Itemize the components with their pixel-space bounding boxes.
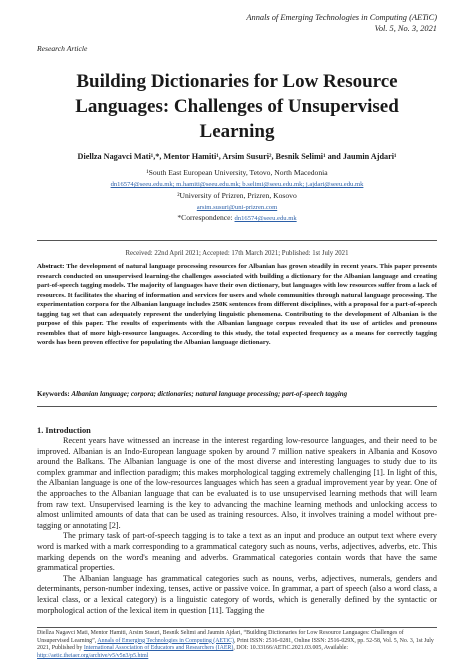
keywords-label: Keywords: [37, 390, 70, 398]
title-line: Learning [199, 121, 275, 142]
introduction-body [37, 436, 437, 616]
paper-title [30, 69, 444, 144]
divider [37, 406, 437, 407]
keywords [37, 390, 437, 398]
citation-details: , Print ISSN: 2516-0281, Online ISSN: 2516-029X, pp. 52-58, Vol. 5, No. 3, 1st July 2021, Published by [37, 637, 434, 652]
publisher-link[interactable]: International Association of Educators and Researchers (IAER) [83, 645, 234, 652]
affiliation-1: ¹South East European University, Tetovo, North Macedonia [146, 168, 328, 177]
affiliation-2: ²University of Prizren, Prizren, Kosovo [177, 191, 297, 200]
title-line: Languages: Challenges of Unsupervised [75, 96, 399, 117]
footer-divider [37, 627, 437, 628]
author-list: Diellza Nagavci Mati¹,*, Mentor Hamiti¹, Arsim Susuri², Besnik Selimi¹ and Jaumin Ajdari¹ [77, 152, 397, 161]
correspondence [20, 213, 454, 222]
keywords-text: Albanian language; corpora; dictionaries; natural language processing; part-of-speech tagging [71, 390, 348, 398]
correspondence-email[interactable]: dn16574@seeu.edu.mk [234, 215, 297, 222]
citation-footer [37, 630, 437, 660]
email-link[interactable]: dn16574@seeu.edu.mk; m.hamiti@seeu.edu.mk; b.selimi@seeu.edu.mk; j.ajdari@seeu.edu.mk [110, 181, 364, 188]
affiliation-2-email[interactable] [20, 202, 454, 211]
abstract-text: The development of natural language processing resources for Albanian has grown steadily in recent years. This paper presents research conducted on unsupervised learning-the challenges associated with building a dictionary for the Albanian language and creating part-of-speech tagging models. The majority of languages have their own dictionary, but languages with low resources suffer from a lack of resources. It facilitates the sharing of information and services for users and whole communities through natural language processing. The experimentation corpora for the Albanian language includes 250K sentences from different disciplines, with a proposal for a part-of-speech tagging tag set that can adequately represent the underlying linguistic phenomena. Contributing to the development of Albanian is the purpose of this paper. The results of experiments with the Albanian language corpus revealed that its use of articles and pronouns resembles that of more high-resource languages. According to this study, the total expected frequency as a means for correctly tagging words has been proven effective for populating the Albanian language dictionary. [37, 263, 437, 347]
paragraph: The primary task of part-of-speech tagging is to take a text as an input and produce an output text where every word is marked with a mark corresponding to a grammatical category such as nouns, verbs, adjectives, adverbs, etc. This marking depends on the word's meaning and adverbs. Grammatical categories contain words that have the same grammatical properties. [37, 531, 437, 573]
article-url-link[interactable]: http://aetic.theiaer.org/archive/v5/v5n3/p5.html [37, 652, 149, 659]
article-type: Research Article [37, 44, 88, 53]
citation-text: Diellza Nagavci Mati, Mentor Hamiti, Arsim Susuri, Besnik Selimi and Jaumin Ajdari, “Building Dictionaries for Low Resource Languages: Challenges of Unsupervised Learning”, [37, 630, 404, 644]
correspondence-label: *Correspondence: [177, 213, 233, 222]
journal-name: Annals of Emerging Technologies in Computing (AETiC) [246, 13, 437, 22]
journal-volume: Vol. 5, No. 3, 2021 [374, 24, 437, 33]
abstract-label: Abstract: [37, 263, 65, 270]
paragraph: Recent years have witnessed an increase in the interest regarding low-resource languages, and their need to be improved. Albanian is an Indo-European language spoken by around 7 million native speakers in Albania and Kosovo around the Balkans. The Albanian language is one of the most diverse and interesting languages to study due to its complex grammar and inflection paradigm; this makes morphological tagging extremely challenging [1]. In light of this, the Albanian language is one of the low-resources languages which has seen a gradual improvement year by year. One of the approaches to the Albanian language that can be evaluated is to use unsupervised learning methods that will learn from raw text. Unsupervised learning is the key to advancing the machine learning methods and unlocking access to almost unlimited amounts of data that can be used as training resources. Also, it involves training a model without pre-tagging or annotating [2]. [37, 436, 437, 530]
affiliation-1-emails[interactable] [20, 179, 454, 188]
journal-header [246, 12, 437, 34]
section-heading: 1. Introduction [37, 426, 91, 435]
divider [37, 240, 437, 241]
title-line: Building Dictionaries for Low Resource [76, 71, 398, 92]
article-dates: Received: 22nd April 2021; Accepted: 17th March 2021; Published: 1st July 2021 [125, 250, 349, 257]
doi-text: , DOI: 10.33166/AETiC.2021.03.005, Available: [233, 645, 349, 652]
paragraph: The Albanian language has grammatical categories such as nouns, verbs, adjectives, numerals, genders and determinants, person-number indexing, tenses, active or passive voice. In grammar, a part of speech (also a word class, a lexical class, or a lexical category) is a linguistic category of words, which is generally defined by the syntactic or morphological action of the lexical item in question [11]. Tagging the [37, 573, 437, 615]
email-link[interactable]: arsim.susuri@uni-prizren.com [196, 204, 278, 211]
abstract [37, 262, 437, 348]
journal-link[interactable]: Annals of Emerging Technologies in Computing (AETiC) [97, 637, 234, 644]
